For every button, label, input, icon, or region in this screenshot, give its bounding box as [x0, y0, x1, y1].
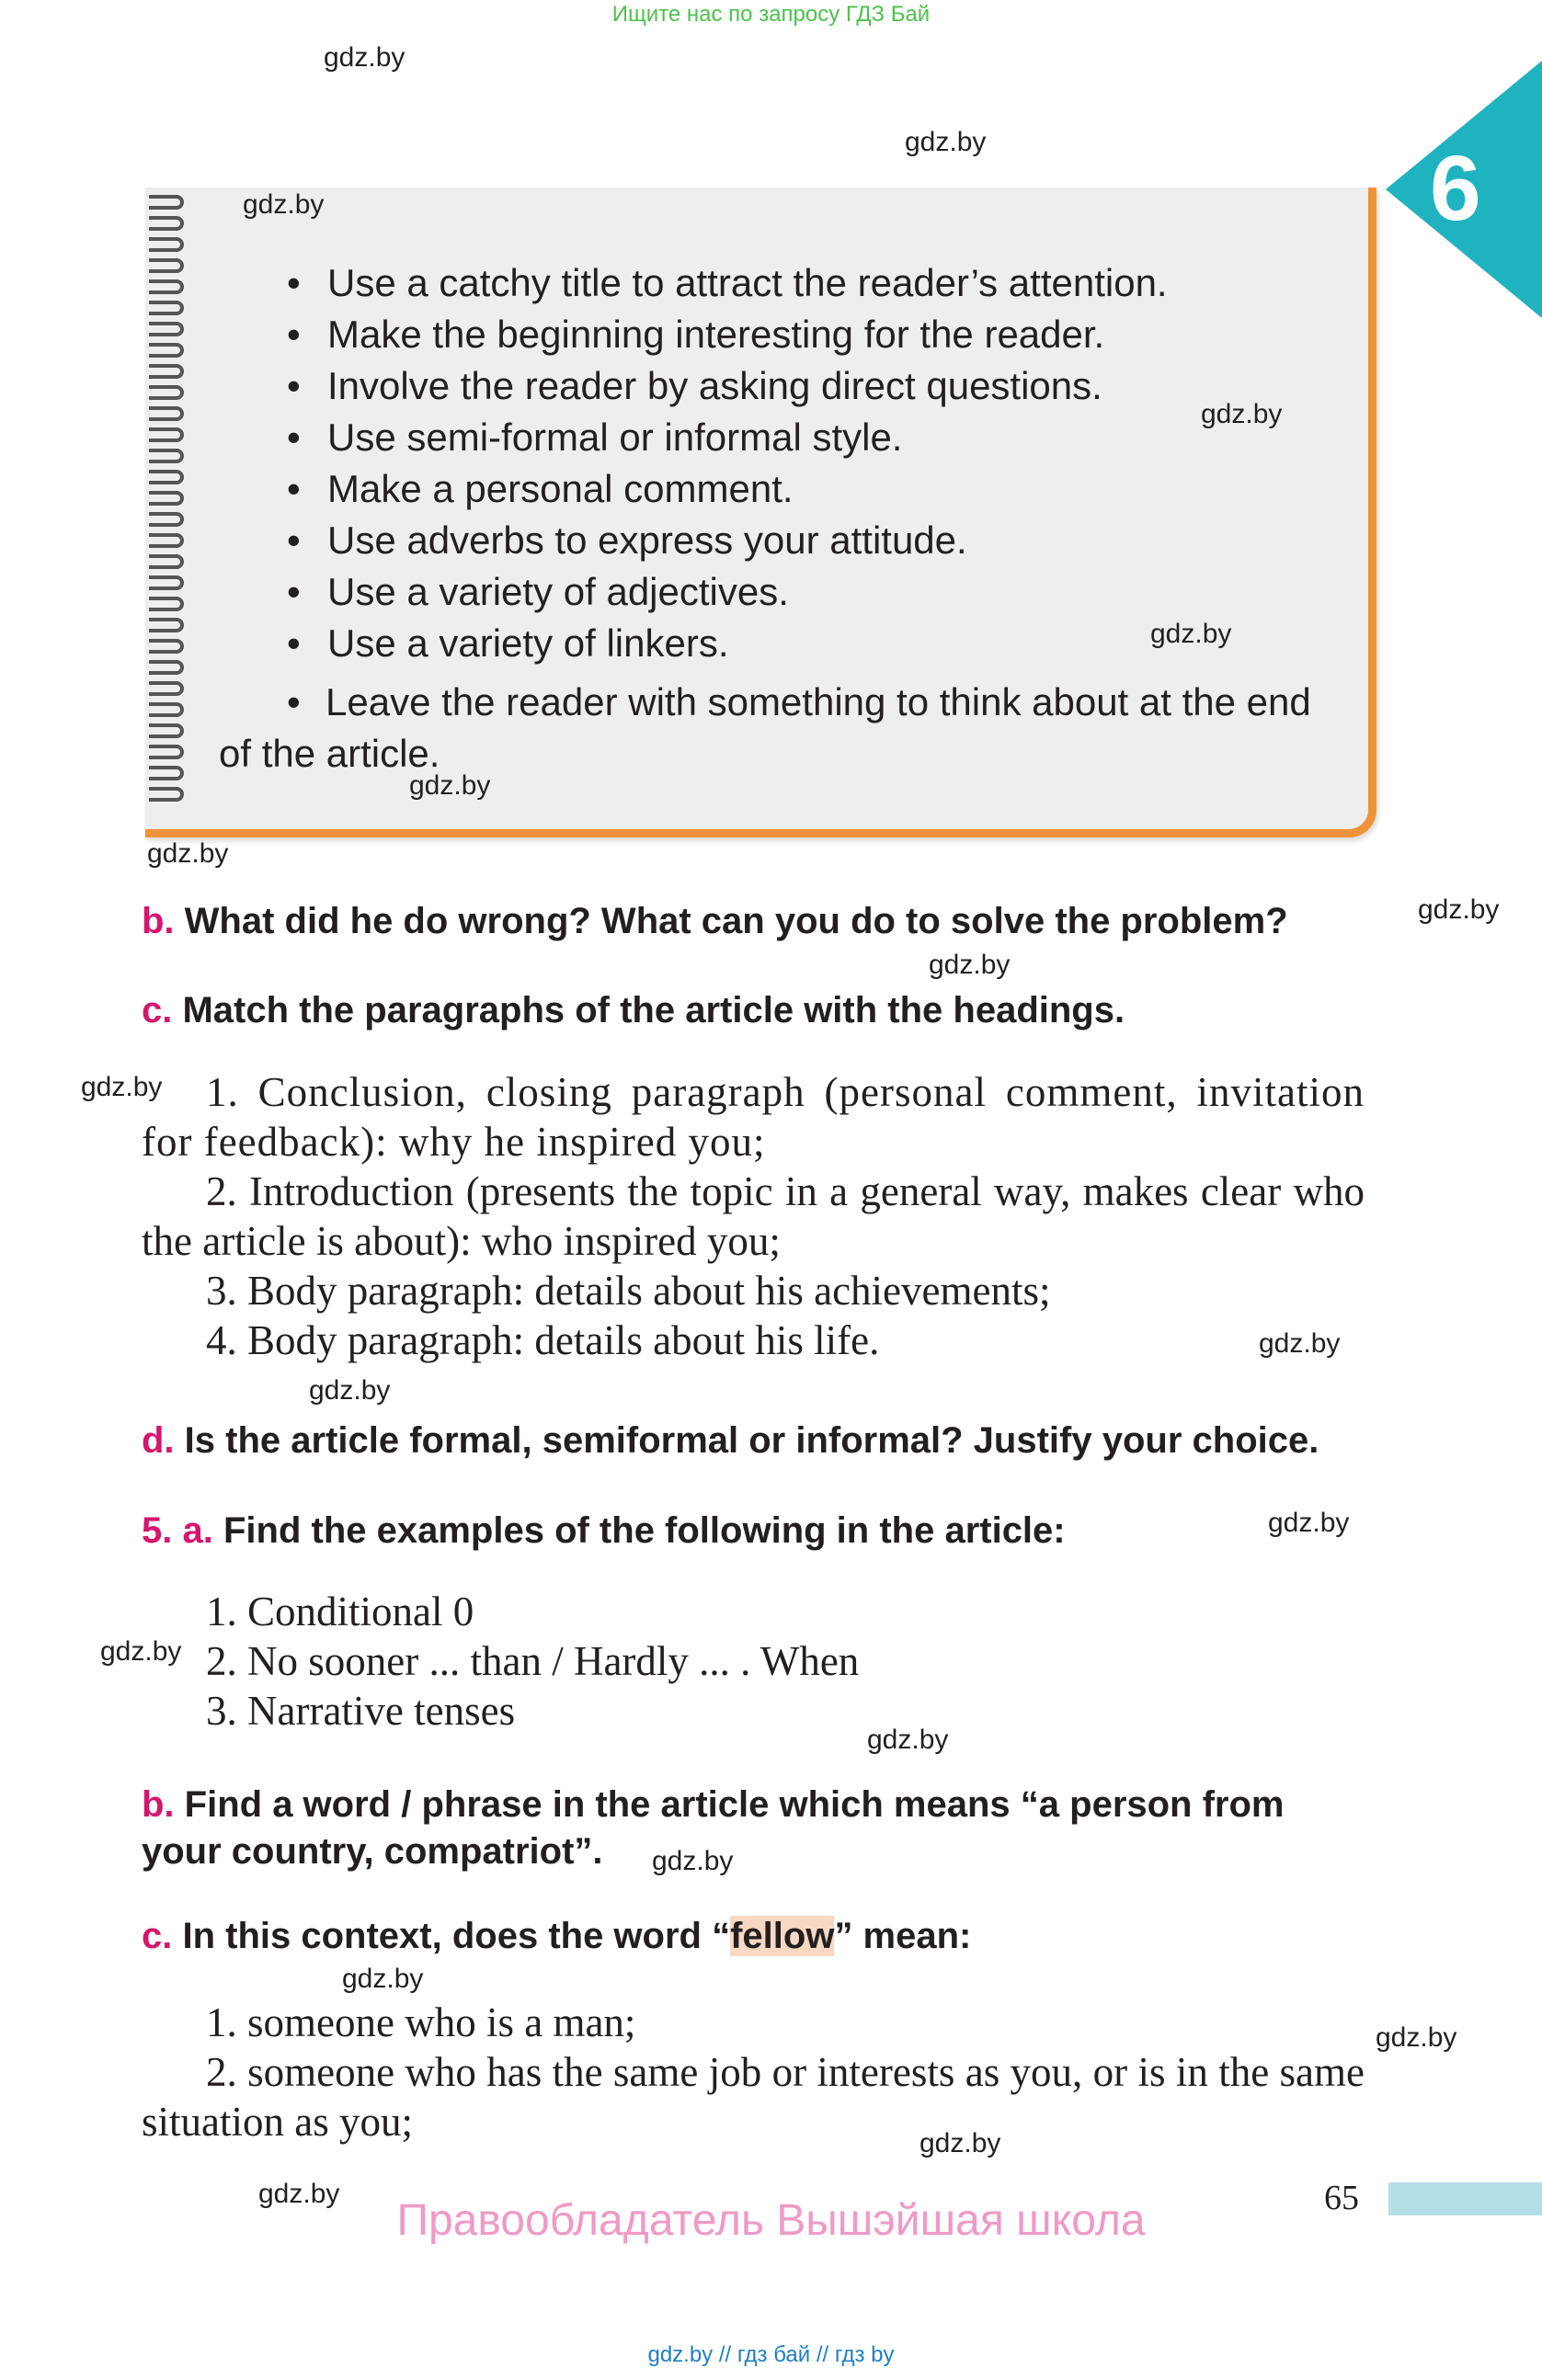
- watermark: gdz.by: [342, 1964, 424, 1994]
- copyright-notice: Правообладатель Вышэйшая школа: [396, 2196, 1146, 2245]
- tip-item-last: Leave the reader with something to think about at the end of the article.: [219, 680, 1311, 775]
- question-4b: [142, 901, 1288, 942]
- heading-option-1: 1. Conclusion, closing paragraph (personal comment, invitation for feedback): why he inspired you;: [142, 1069, 1365, 1165]
- watermark: gdz.by: [258, 2179, 340, 2209]
- meaning-option-1: 1. someone who is a man;: [206, 1999, 636, 2045]
- watermark: gdz.by: [409, 770, 491, 801]
- spiral-binding-icon: [145, 188, 193, 813]
- question-5c: [142, 1916, 971, 1957]
- watermark: gdz.by: [81, 1072, 163, 1102]
- question-text: In this context, does the word “: [182, 1916, 731, 1956]
- watermark: gdz.by: [243, 189, 325, 220]
- tip-item: • Make the beginning interesting for the reader.: [287, 309, 1335, 360]
- tip-item: • Use semi-formal or informal style.: [287, 412, 1335, 463]
- example-item-3: 3. Narrative tenses: [206, 1688, 516, 1734]
- tips-list: [287, 257, 1335, 669]
- question-4d: [142, 1420, 1319, 1462]
- watermark: gdz.by: [324, 42, 405, 73]
- watermark: gdz.by: [1268, 1508, 1350, 1538]
- question-text: Match the paragraphs of the article with the headings.: [182, 990, 1125, 1031]
- watermark: gdz.by: [919, 2128, 1001, 2158]
- question-text: Find the examples of the following in the article:: [223, 1510, 1066, 1551]
- example-item-2: 2. No sooner ... than / Hardly ... . When: [206, 1638, 860, 1684]
- tip-item: • Use a variety of adjectives.: [287, 566, 1335, 618]
- bullet-icon: •: [287, 680, 301, 723]
- heading-option-2: 2. Introduction (presents the topic in a general way, makes clear who the article is about): who inspired you;: [142, 1168, 1365, 1264]
- chapter-number: 6: [1430, 137, 1481, 240]
- question-text: Find a word / phrase in the article which means “a person from your country, compatriot”.: [142, 1784, 1285, 1872]
- watermark: gdz.by: [867, 1725, 949, 1755]
- tip-item: • Use a catchy title to attract the reader’s attention.: [287, 257, 1335, 309]
- heading-option-3: 3. Body paragraph: details about his achievements;: [206, 1268, 1051, 1314]
- question-text: Is the article formal, semiformal or informal? Justify your choice.: [184, 1420, 1319, 1461]
- question-text: ” mean:: [834, 1916, 972, 1956]
- tip-item: • Use a variety of linkers.: [287, 618, 1335, 669]
- question-5a: [142, 1510, 1066, 1552]
- question-label: c.: [142, 990, 173, 1031]
- footer-links[interactable]: gdz.by // гдз бай // гдз by: [647, 2342, 895, 2367]
- heading-option-4: 4. Body paragraph: details about his life.: [206, 1317, 880, 1363]
- top-banner: Ищите нас по запросу ГДЗ Бай: [611, 2, 931, 27]
- tip-item: • Make a personal comment.: [287, 463, 1335, 515]
- tip-item: • Involve the reader by asking direct questions.: [287, 360, 1335, 412]
- watermark: gdz.by: [1376, 2022, 1457, 2053]
- watermark: gdz.by: [1259, 1328, 1341, 1359]
- question-4c: [142, 990, 1125, 1031]
- watermark: gdz.by: [652, 1846, 734, 1876]
- watermark: gdz.by: [1150, 619, 1232, 649]
- question-5b: [142, 1782, 1374, 1875]
- page-number: 65: [1324, 2179, 1359, 2217]
- question-label: b.: [142, 1784, 175, 1825]
- watermark: gdz.by: [929, 950, 1011, 980]
- watermark: gdz.by: [309, 1375, 391, 1406]
- task-number: 5.: [142, 1510, 173, 1551]
- tip-item: • Use adverbs to express your attitude.: [287, 515, 1335, 566]
- question-text: What did he do wrong? What can you do to solve the problem?: [184, 901, 1288, 941]
- question-label: c.: [142, 1916, 173, 1956]
- question-label: b.: [142, 901, 175, 941]
- question-label: d.: [142, 1420, 175, 1461]
- meaning-option-2: 2. someone who has the same job or interests as you, or is in the same situation as you;: [142, 2049, 1365, 2145]
- example-item-1: 1. Conditional 0: [206, 1589, 474, 1634]
- watermark: gdz.by: [147, 838, 229, 869]
- watermark: gdz.by: [1201, 399, 1283, 429]
- highlighted-word: fellow: [730, 1916, 835, 1956]
- watermark: gdz.by: [1418, 894, 1500, 925]
- watermark: gdz.by: [905, 127, 987, 157]
- watermark: gdz.by: [100, 1636, 182, 1667]
- question-label: a.: [182, 1510, 213, 1551]
